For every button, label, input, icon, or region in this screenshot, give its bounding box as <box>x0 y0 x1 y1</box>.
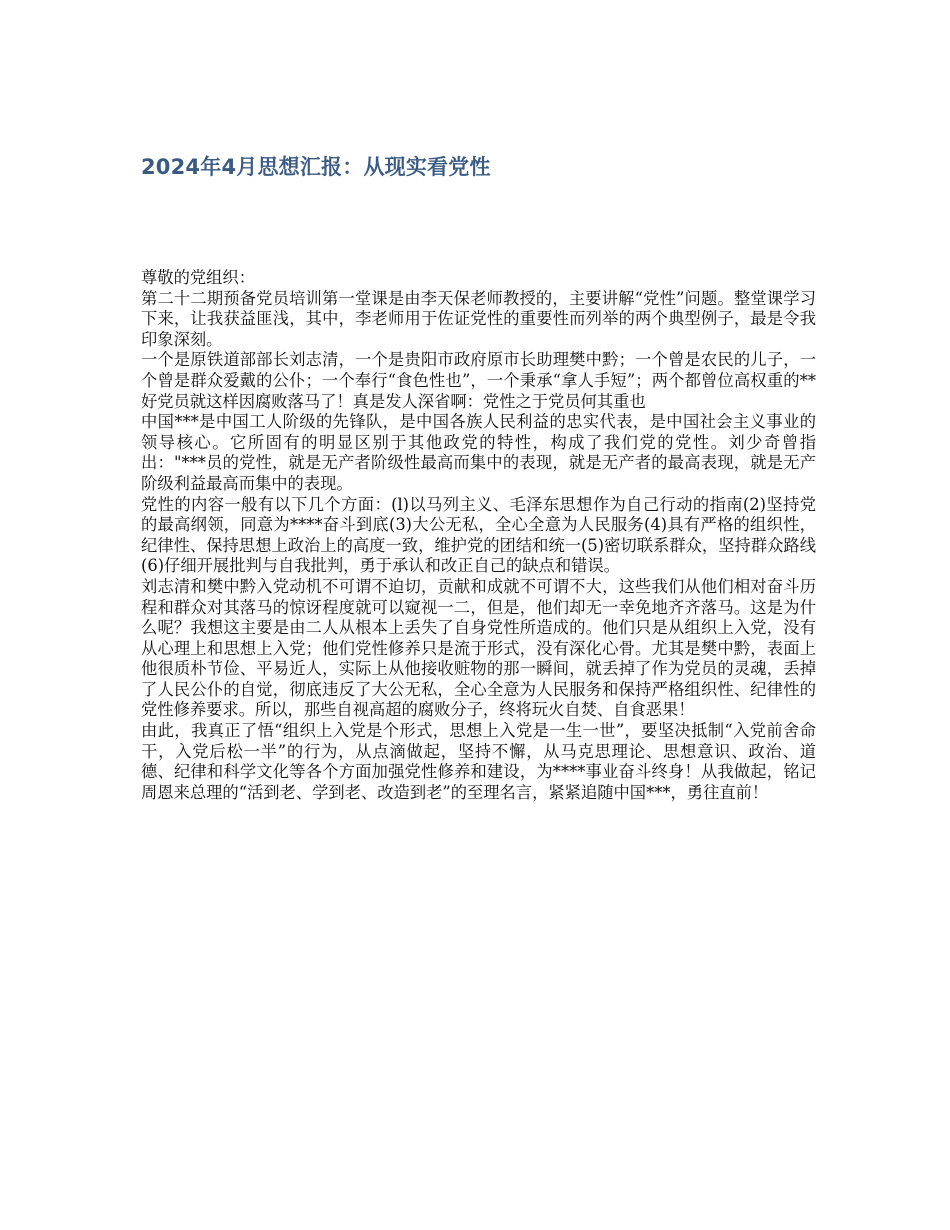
document-title: 2024年4月思想汇报：从现实看党性 <box>141 155 491 179</box>
body-paragraph: 第二十二期预备党员培训第一堂课是由李天保老师教授的，主要讲解“党性”问题。整堂课学习下来，让我获益匪浅，其中，李老师用于佐证党性的重要性而列举的两个典型例子，最是令我印象深刻。 <box>141 288 816 349</box>
body-paragraph: 党性的内容一般有以下几个方面：(l)以马列主义、毛泽东思想作为自己行动的指南(2)坚持党的最高纲领，同意为****奋斗到底(3)大公无私，全心全意为人民服务(4)具有严格的组织性，纪律性、保持思想上政治上的高度一致，维护党的团结和统一(5)密切联系群众，坚持群众路线(6)仔细开展批判与自我批判，勇于承认和改正自己的缺点和错误。 <box>141 494 816 576</box>
salutation-paragraph: 尊敬的党组织： <box>141 268 255 287</box>
closing-paragraph: 由此，我真正了悟“组织上入党是个形式，思想上入党是一生一世”，要坚决抵制“入党前舍命干，入党后松一半”的行为，从点滴做起，坚持不懈，从马克思理论、思想意识、政治、道德、纪律和科学文化等各个方面加强党性修养和建设，为****事业奋斗终身！从我做起，铭记周恩来总理的“活到老、学到老、改造到老”的至理名言，紧紧追随中国***，勇往直前！ <box>141 721 816 802</box>
body-paragraph: 刘志清和樊中黔入党动机不可谓不迫切，贡献和成就不可谓不大，这些我们从他们相对奋斗历程和群众对其落马的惊讶程度就可以窥视一二，但是，他们却无一幸免地齐齐落马。这是为什么呢？我想这主要是由二人从根本上丢失了自身党性所造成的。他们只是从组织上入党，没有从心理上和思想上入党；他们党性修养只是流于形式，没有深化心骨。尤其是樊中黔，表面上他很质朴节俭、平易近人，实际上从他接收赃物的那一瞬间，就丢掉了作为党员的灵魂，丢掉了人民公仆的自觉，彻底违反了大公无私，全心全意为人民服务和保持严格组织性、纪律性的党性修养要求。所以，那些自视高超的腐败分子，终将玩火自焚、自食恶果！ <box>141 576 816 720</box>
body-paragraph: 中国***是中国工人阶级的先锋队，是中国各族人民利益的忠实代表，是中国社会主义事业的领导核心。它所固有的明显区别于其他政党的特性，构成了我们党的党性。刘少奇曾指出："***员的党性，就是无产者阶级性最高而集中的表现，就是无产者的最高表现，就是无产阶级利益最高而集中的表现。 <box>141 412 816 493</box>
document-body <box>141 268 816 803</box>
body-paragraph: 一个是原铁道部部长刘志清，一个是贵阳市政府原市长助理樊中黔；一个曾是农民的儿子，一个曾是群众爱戴的公仆；一个奉行“食色性也”，一个秉承“拿人手短”；两个都曾位高权重的**好党员就这样因腐败落马了！真是发人深省啊：党性之于党员何其重也 <box>141 350 816 411</box>
